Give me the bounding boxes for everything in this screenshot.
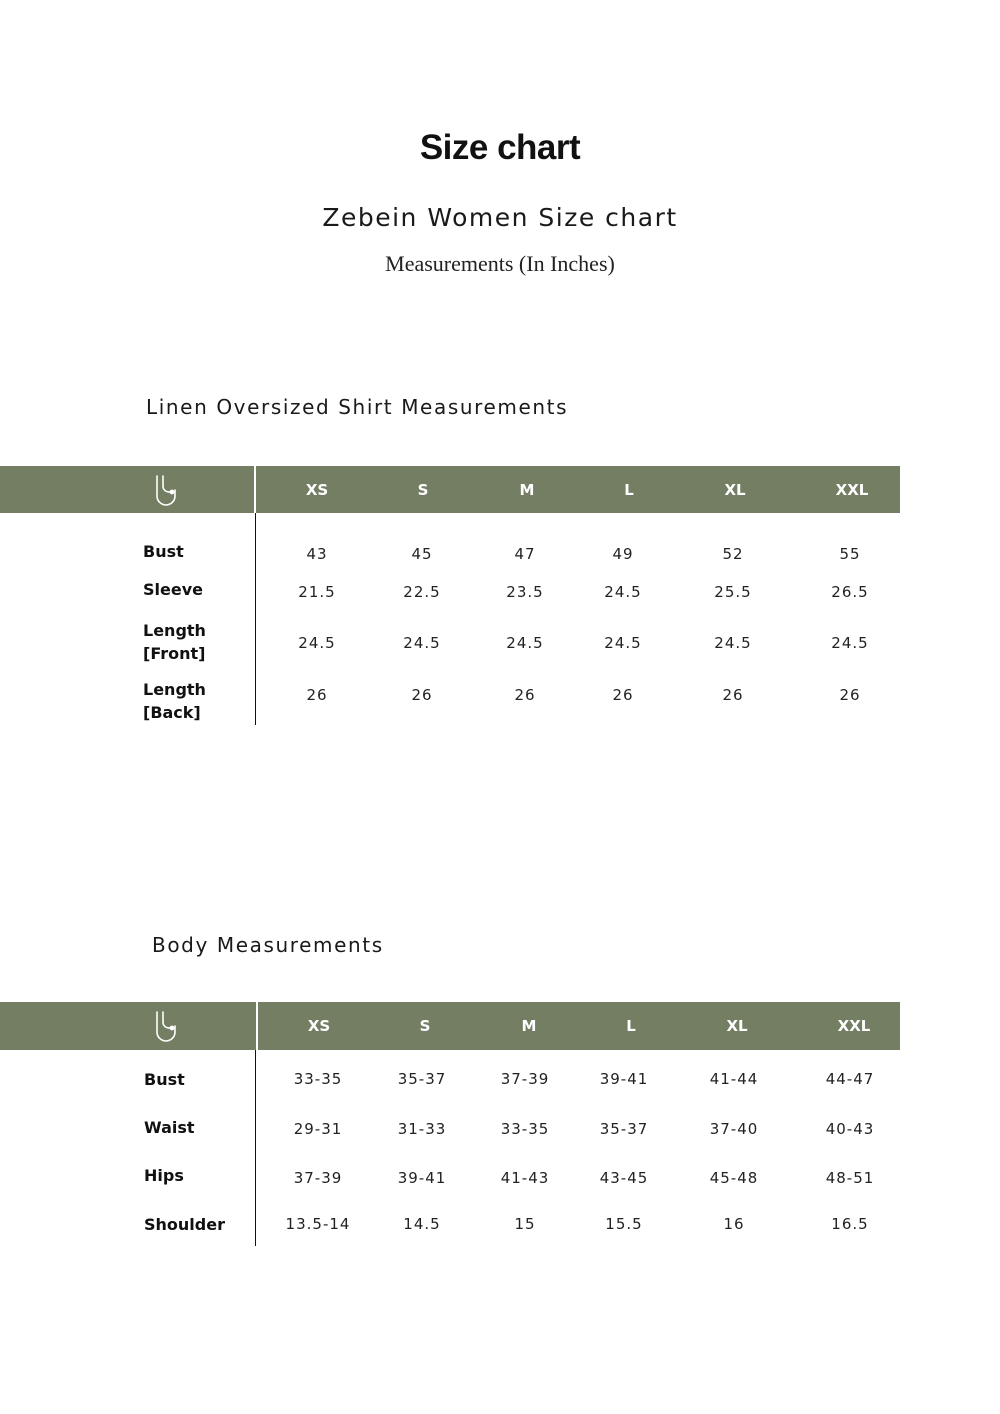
body-table-header bbox=[0, 1002, 900, 1050]
table-cell: 52 bbox=[722, 545, 744, 563]
header-divider bbox=[254, 466, 256, 513]
table-cell: 25.5 bbox=[714, 583, 752, 601]
size-header-xxl: XXL bbox=[837, 1017, 871, 1035]
size-header-s: S bbox=[417, 480, 429, 499]
row-label: Bust bbox=[143, 542, 184, 561]
table-cell: 44-47 bbox=[825, 1070, 875, 1088]
table-cell: 24.5 bbox=[604, 634, 642, 652]
measurement-unit-note: Measurements (In Inches) bbox=[385, 251, 615, 276]
table-cell: 21.5 bbox=[298, 583, 336, 601]
row-label: Hips bbox=[144, 1166, 184, 1185]
table-cell: 13.5-14 bbox=[285, 1215, 351, 1233]
table-cell: 39-41 bbox=[397, 1169, 447, 1187]
table-cell: 24.5 bbox=[403, 634, 441, 652]
size-header-l: L bbox=[626, 1017, 636, 1035]
table-cell: 22.5 bbox=[403, 583, 441, 601]
table-cell: 24.5 bbox=[506, 634, 544, 652]
table-cell: 45-48 bbox=[709, 1169, 759, 1187]
size-header-l: L bbox=[624, 480, 634, 499]
shirt-table-header bbox=[0, 466, 900, 513]
table-cell: 35-37 bbox=[599, 1120, 649, 1138]
table-cell: 24.5 bbox=[298, 634, 336, 652]
table-cell: 23.5 bbox=[506, 583, 544, 601]
row-label: Length [Back] bbox=[143, 680, 206, 722]
measuring-tape-icon bbox=[148, 472, 184, 508]
row-label: Shoulder bbox=[144, 1215, 225, 1234]
table-cell: 41-43 bbox=[500, 1169, 550, 1187]
table-cell: 24.5 bbox=[831, 634, 869, 652]
size-header-xl: XL bbox=[726, 1017, 748, 1035]
table-cell: 37-40 bbox=[709, 1120, 759, 1138]
size-header-m: M bbox=[521, 1017, 537, 1035]
row-label: Sleeve bbox=[143, 580, 203, 599]
size-header-xs: XS bbox=[305, 480, 329, 499]
row-label-divider bbox=[255, 1050, 256, 1246]
row-label: Bust bbox=[144, 1070, 185, 1089]
table-cell: 37-39 bbox=[500, 1070, 550, 1088]
size-header-xl: XL bbox=[724, 480, 746, 499]
table-cell: 26 bbox=[411, 686, 433, 704]
table-cell: 35-37 bbox=[397, 1070, 447, 1088]
page-title: Size chart bbox=[419, 128, 581, 167]
table-cell: 40-43 bbox=[825, 1120, 875, 1138]
table-cell: 15 bbox=[514, 1215, 536, 1233]
table-cell: 49 bbox=[612, 545, 634, 563]
size-header-m: M bbox=[519, 480, 535, 499]
body-table-heading: Body Measurements bbox=[152, 933, 384, 957]
table-cell: 41-44 bbox=[709, 1070, 759, 1088]
table-cell: 47 bbox=[514, 545, 536, 563]
table-cell: 33-35 bbox=[500, 1120, 550, 1138]
table-cell: 33-35 bbox=[293, 1070, 343, 1088]
table-cell: 55 bbox=[839, 545, 861, 563]
table-cell: 16.5 bbox=[831, 1215, 869, 1233]
table-cell: 14.5 bbox=[403, 1215, 441, 1233]
size-header-xxl: XXL bbox=[835, 480, 869, 499]
header-divider bbox=[256, 1002, 258, 1050]
table-cell: 43 bbox=[306, 545, 328, 563]
table-cell: 24.5 bbox=[604, 583, 642, 601]
table-cell: 43-45 bbox=[599, 1169, 649, 1187]
table-cell: 39-41 bbox=[599, 1070, 649, 1088]
table-cell: 26 bbox=[839, 686, 861, 704]
size-header-s: S bbox=[419, 1017, 431, 1035]
table-cell: 15.5 bbox=[605, 1215, 643, 1233]
table-cell: 16 bbox=[723, 1215, 745, 1233]
table-cell: 31-33 bbox=[397, 1120, 447, 1138]
table-cell: 45 bbox=[411, 545, 433, 563]
shirt-table-heading: Linen Oversized Shirt Measurements bbox=[146, 395, 569, 419]
table-cell: 48-51 bbox=[825, 1169, 875, 1187]
table-cell: 37-39 bbox=[293, 1169, 343, 1187]
row-label: Waist bbox=[144, 1118, 195, 1137]
table-cell: 29-31 bbox=[293, 1120, 343, 1138]
table-cell: 26.5 bbox=[831, 583, 869, 601]
size-header-xs: XS bbox=[307, 1017, 331, 1035]
table-cell: 26 bbox=[612, 686, 634, 704]
chart-subtitle: Zebein Women Size chart bbox=[322, 203, 678, 232]
table-cell: 26 bbox=[514, 686, 536, 704]
measuring-tape-icon bbox=[148, 1008, 184, 1044]
table-cell: 26 bbox=[306, 686, 328, 704]
row-label-divider bbox=[255, 513, 256, 725]
table-cell: 24.5 bbox=[714, 634, 752, 652]
row-label: Length [Front] bbox=[143, 621, 206, 663]
table-cell: 26 bbox=[722, 686, 744, 704]
